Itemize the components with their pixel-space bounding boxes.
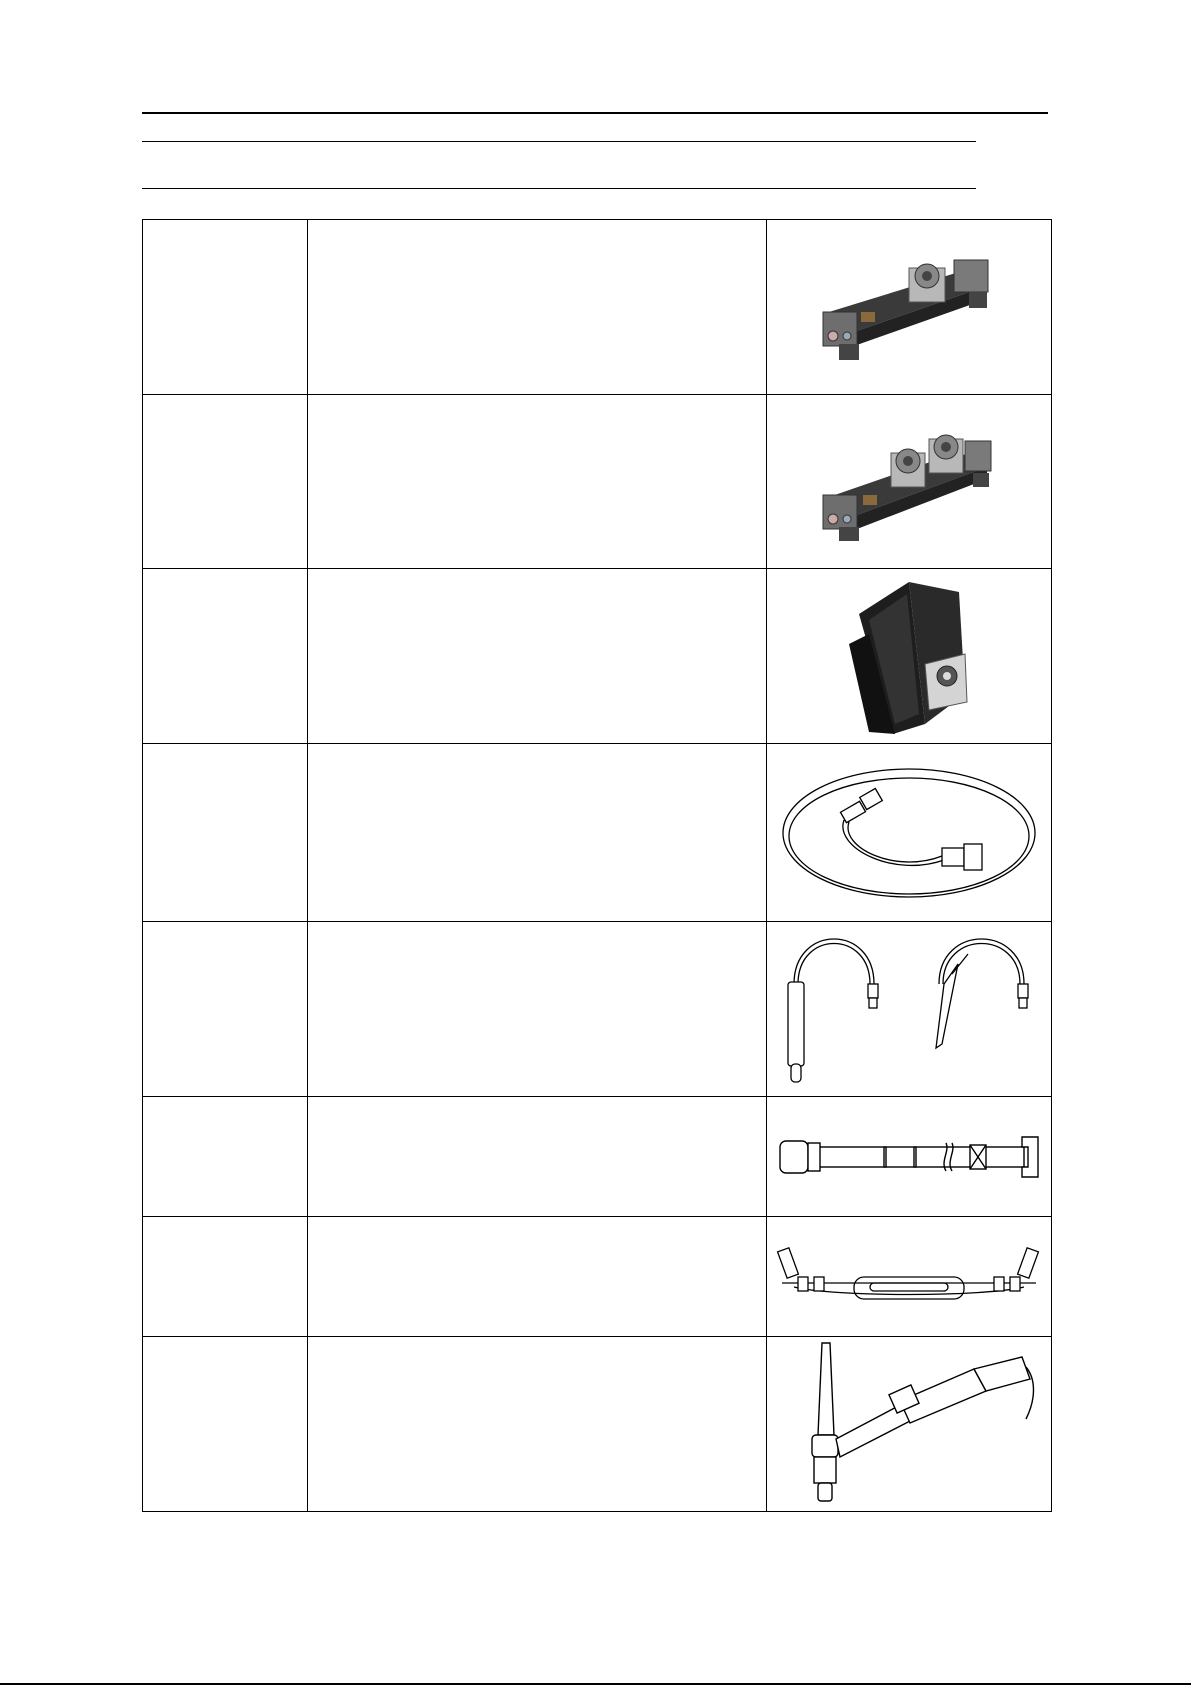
item-image-cell	[767, 1097, 1052, 1217]
welding-cable-and-return-cable-with-clamps-icon	[774, 924, 1044, 1094]
item-description-cell	[308, 744, 767, 922]
foot-pedal-remote-control-icon	[829, 574, 989, 739]
item-name-cell	[143, 1217, 308, 1337]
remote-cable-with-connectors-icon	[774, 748, 1044, 918]
item-image-cell	[767, 744, 1052, 922]
item-description-cell	[308, 922, 767, 1097]
carrying-strap-icon	[774, 1117, 1044, 1197]
item-image-cell	[767, 1217, 1052, 1337]
header-top-rule	[142, 112, 1048, 114]
item-description-cell	[308, 569, 767, 744]
item-image-cell	[767, 922, 1052, 1097]
item-name-cell	[143, 1097, 308, 1217]
tig-torch-icon	[774, 1339, 1044, 1509]
table-row	[143, 744, 1052, 922]
table-row	[143, 395, 1052, 569]
header-rule-2	[142, 188, 976, 189]
accessories-table	[142, 219, 1052, 1512]
item-name-cell	[143, 1337, 308, 1512]
item-description-cell	[308, 395, 767, 569]
item-image-cell	[767, 220, 1052, 395]
item-name-cell	[143, 395, 308, 569]
item-image-cell	[767, 569, 1052, 744]
header-rule-1	[142, 141, 976, 142]
item-name-cell	[143, 220, 308, 395]
table-row	[143, 1217, 1052, 1337]
table-row	[143, 922, 1052, 1097]
item-description-cell	[308, 1217, 767, 1337]
item-description-cell	[308, 1337, 767, 1512]
item-name-cell	[143, 922, 308, 1097]
single-wire-feeder-unit-icon	[809, 232, 1009, 382]
item-image-cell	[767, 1337, 1052, 1512]
item-description-cell	[308, 1097, 767, 1217]
item-image-cell	[767, 395, 1052, 569]
item-name-cell	[143, 569, 308, 744]
item-description-cell	[308, 220, 767, 395]
table-row	[143, 1337, 1052, 1512]
table-row	[143, 1097, 1052, 1217]
item-name-cell	[143, 744, 308, 922]
shoulder-strap-with-pad-icon	[774, 1237, 1044, 1317]
table-row	[143, 220, 1052, 395]
table-row	[143, 569, 1052, 744]
double-wire-feeder-unit-icon	[809, 407, 1009, 557]
